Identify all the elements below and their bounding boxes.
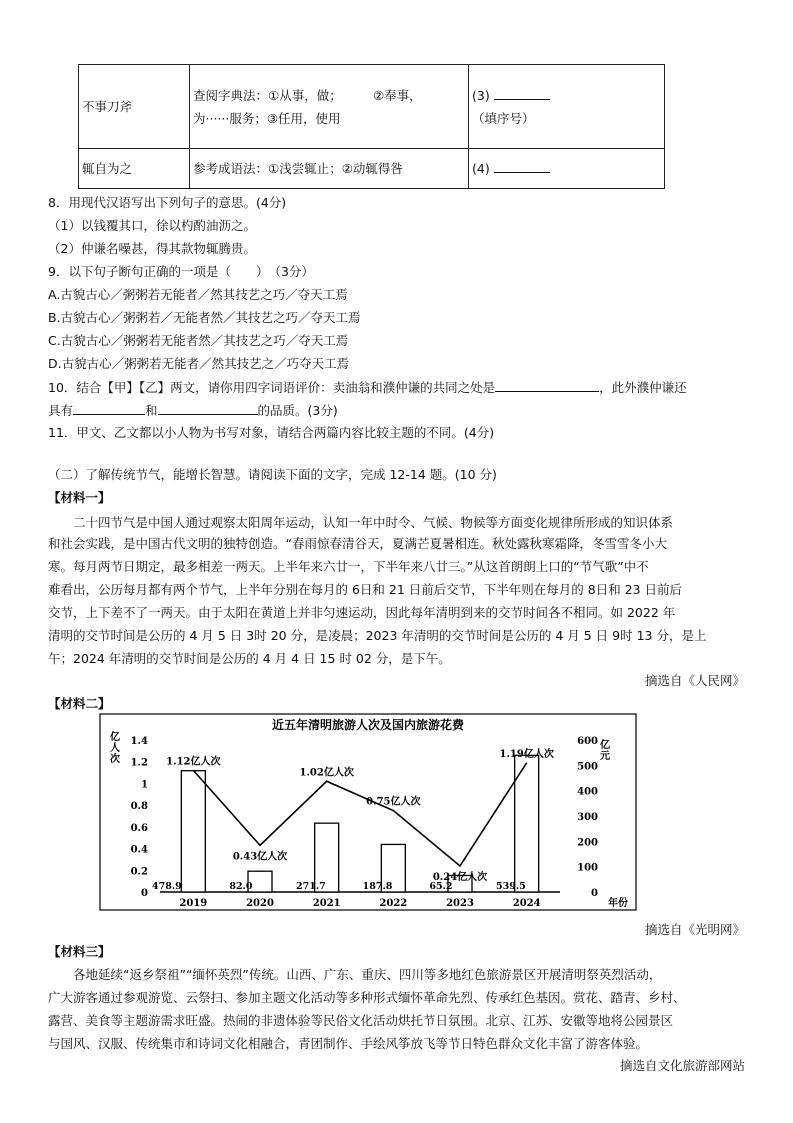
- x-axis-label: 年份: [608, 898, 628, 909]
- question-11: 11．甲文、乙文都以小人物为书写对象，请结合两篇内容比较主题的不同。(4分): [48, 425, 495, 440]
- x-tick-label: 2023: [446, 898, 474, 909]
- question-8-sentence: （1）以钱覆其口，徐以杓酌油沥之。: [48, 218, 256, 233]
- question-10: [48, 377, 687, 396]
- answer-blank[interactable]: [494, 85, 550, 100]
- y2-tick-label: 0: [591, 888, 598, 899]
- text-line: 难看出，公历每月都有两个节气，上半年分别在每月的 6日和 21 日前后交节，下半年则在每月的 8日和 23 日前后: [48, 582, 683, 597]
- spend-label: 478.9: [152, 881, 182, 892]
- method-line: 为······服务；③任用，使用: [193, 110, 341, 126]
- q10-text: 10．结合【甲】【乙】两文，请你用四字词语评价：卖油翁和濮仲谦的共同之处是: [48, 380, 496, 395]
- text-line: 午；2024 年清明的交节时间是公历的 4 月 4 日 15 时 02 分，是下午。: [48, 651, 451, 666]
- answer-blank[interactable]: [494, 158, 550, 173]
- x-tick-label: 2021: [312, 898, 341, 909]
- q10-text: 的品质。(3分): [257, 403, 338, 418]
- spend-label: 187.8: [362, 881, 393, 892]
- people-label: 0.43亿人次: [232, 851, 288, 863]
- table-answer-cell: [469, 65, 665, 149]
- answer-blank[interactable]: [73, 400, 145, 415]
- y2-axis-label: 亿: [600, 740, 610, 751]
- q10-text: 和: [145, 403, 158, 418]
- table-method-cell: 参考成语法：①浅尝辄止；②动辄得咎: [190, 149, 469, 189]
- text-line: 交节，上下差不了一两天。由于太阳在黄道上并非匀速运动，因此每年清明到来的交节时间各不相同。如 2022 年: [48, 605, 676, 620]
- y-tick-label: 0.8: [130, 801, 148, 813]
- y2-tick-label: 400: [577, 786, 598, 798]
- y-tick-label: 1.2: [130, 757, 148, 769]
- material-3-label: 【材料三】: [48, 944, 111, 959]
- answer-blank[interactable]: [158, 400, 258, 415]
- bar-2019: [181, 771, 205, 892]
- source-citation: 摘选自文化旅游部网站: [619, 1058, 745, 1073]
- y-tick-label: 1.4: [130, 736, 148, 747]
- people-label: 1.19亿人次: [499, 748, 554, 760]
- spend-label: 65.2: [429, 881, 453, 892]
- text-line: 与国风、汉服、传统集市和诗词文化相融合，青团制作、手绘风筝放飞等节日特色群众文化丰富了游客体验。: [48, 1036, 649, 1051]
- y2-tick-label: 300: [577, 812, 598, 823]
- y2-tick-label: 100: [577, 862, 598, 874]
- source-citation: 摘选自《光明网》: [644, 922, 745, 937]
- x-tick-label: 2022: [379, 898, 408, 909]
- material-1-text: [48, 511, 748, 534]
- material-1-label: 【材料一】: [48, 490, 111, 505]
- text-line: 各地延续“返乡祭祖”“缅怀英烈”传统。山西、广东、重庆、四川等多地红色旅游景区开展清明祭英烈活动，: [73, 967, 662, 982]
- y-tick-label: 0.2: [130, 866, 148, 878]
- text-line: 和社会实践，是中国古代文明的独特创造。“春雨惊春清谷天，夏满芒夏暑相连。秋处露秋寒霜降，冬雪雪冬小大: [48, 536, 667, 551]
- table-word-cell: 不事刀斧: [79, 65, 190, 149]
- text-line: 广大游客通过参观游览、云祭扫、参加主题文化活动等多种形式缅怀革命先烈、传承红色基因。赏花、踏青、乡村、: [48, 990, 686, 1005]
- text-line: 清明的交节时间是公历的 4 月 5 日 3时 20 分，是凌晨；2023 年清明的交节时间是公历的 4 月 5 日 9时 13 分，是上: [48, 628, 707, 643]
- text-line: 露营、美食等主题游需求旺盛。热闹的非遗体验等民俗文化活动烘托节日氛围。北京、江苏、安徽等地将公园景区: [48, 1013, 674, 1028]
- option-b[interactable]: B.古貌古心／粥粥若／无能者然／其技艺之巧／夺天工焉: [48, 310, 361, 325]
- chart-title: 近五年清明旅游人次及国内旅游花费: [271, 718, 465, 732]
- spend-label: 539.5: [496, 881, 526, 892]
- question-8-sentence: （2）仲谦名噪甚，得其款物辄腾贵。: [48, 241, 256, 256]
- answer-label: (4): [472, 161, 490, 176]
- answer-note: （填序号）: [472, 110, 535, 126]
- people-label: 0.24亿人次: [432, 871, 488, 883]
- y-tick-label: 0.4: [130, 844, 148, 856]
- y2-axis-label: 元: [600, 751, 610, 762]
- option-d[interactable]: D.古貌古心／粥粥若无能者／然其技艺之／巧夺天工焉: [48, 356, 350, 371]
- chart-labels: [152, 747, 554, 909]
- q10-text: 具有: [48, 403, 74, 418]
- people-label: 1.02亿人次: [299, 767, 354, 779]
- source-citation: 摘选自《人民网》: [644, 673, 745, 688]
- material-2-label: 【材料二】: [48, 696, 111, 711]
- answer-label: (3): [472, 87, 490, 103]
- question-8: 8．用现代汉语写出下列句子的意思。(4分): [48, 195, 287, 210]
- x-tick-label: 2019: [179, 898, 208, 909]
- y-tick-label: 0.6: [130, 822, 148, 834]
- q10-text: ，此外濮仲谦还: [599, 380, 687, 395]
- tourism-chart: [98, 712, 638, 912]
- table-method-cell: [190, 65, 469, 149]
- y-tick-label: 0: [141, 888, 148, 899]
- spend-label: 82.0: [229, 881, 253, 892]
- x-tick-label: 2020: [246, 898, 274, 909]
- table-word-cell: 辄自为之: [79, 149, 190, 189]
- y-axis-label: 亿: [110, 732, 120, 743]
- y2-tick-label: 600: [577, 736, 598, 747]
- y-axis-label: 次: [110, 754, 120, 765]
- section-title: （二）了解传统节气，能增长智慧。请阅读下面的文字，完成 12-14 题。(10 分): [48, 467, 497, 482]
- y-axis-label: 人: [110, 743, 120, 754]
- text-line: 寒。每月两节日期定，最多相差一两天。上半年来六廿一，下半年来八廿三。”从这首朗朗上口的“节气歌”中不: [48, 559, 649, 574]
- y2-tick-label: 200: [577, 837, 598, 849]
- spend-label: 271.7: [296, 881, 326, 892]
- text-line: 二十四节气是中国人通过观察太阳周年运动，认知一年中时令、气候、物候等方面变化规律所形成的知识体系: [73, 515, 674, 530]
- option-c[interactable]: C.古貌古心／粥粥若无能者然／其技艺之巧／夺天工焉: [48, 333, 349, 348]
- answer-blank[interactable]: [495, 377, 599, 392]
- question-10-cont: [48, 400, 338, 419]
- people-label: 1.12亿人次: [166, 756, 221, 768]
- question-9: 9．以下句子断句正确的一项是（ ） （3分）: [48, 264, 314, 279]
- option-a[interactable]: A.古貌古心／粥粥若无能者／然其技艺之巧／夺天工焉: [48, 287, 348, 302]
- vocab-table: [78, 64, 665, 189]
- y2-tick-label: 500: [577, 761, 598, 773]
- y-tick-label: 1: [141, 779, 148, 791]
- people-label: 0.75亿人次: [366, 796, 421, 808]
- x-tick-label: 2024: [512, 898, 541, 909]
- method-line: 查阅字典法：①从事，做； ②奉事，: [193, 87, 422, 103]
- table-answer-cell: [469, 149, 665, 189]
